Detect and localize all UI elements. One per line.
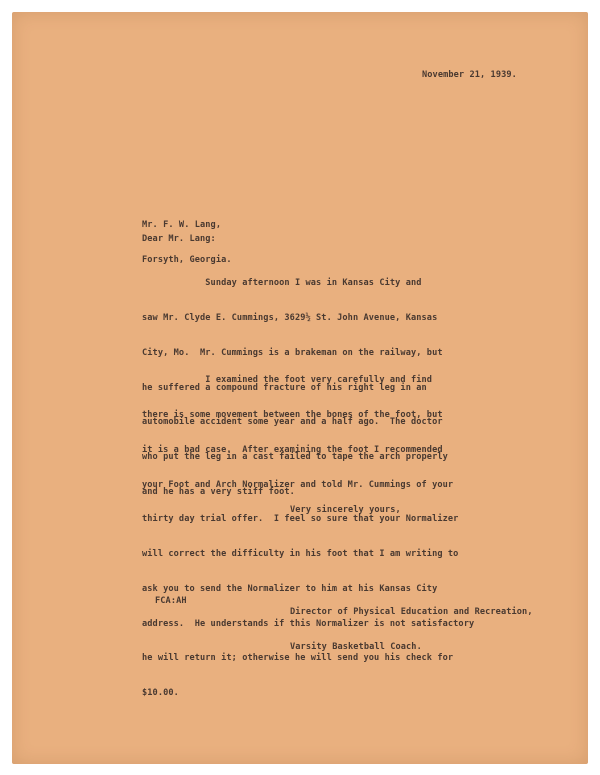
paragraph-line: ask you to send the Normalizer to him at his Kansas City xyxy=(142,583,438,594)
paragraph-line: automobile accident some year and a half ago. The doctor xyxy=(142,417,443,428)
paragraph-line: $10.00. xyxy=(142,688,179,699)
paragraph-line: it is a bad case. After examining the foot I recommended xyxy=(142,444,443,455)
signature-title-1: Director of Physical Education and Recreation, xyxy=(290,607,533,618)
paragraph-line: there is some movement between the bones of the foot, but xyxy=(142,409,443,420)
signature-block xyxy=(290,584,533,677)
complimentary-close: Very sincerely yours, xyxy=(290,505,401,515)
recipient-name: Mr. F. W. Lang, xyxy=(142,220,222,231)
letter-date: November 21, 1939. xyxy=(422,70,517,80)
paragraph-line: saw Mr. Clyde E. Cummings, 3629½ St. John Avenue, Kansas xyxy=(142,312,438,323)
paragraph-line: City, Mo. Mr. Cummings is a brakeman on the railway, but xyxy=(142,347,443,358)
paragraph-line: he will return it; otherwise he will send you his check for xyxy=(142,653,454,664)
paragraph-line: thirty day trial offer. I feel so sure that your Normalizer xyxy=(142,514,459,525)
paragraph-line: address. He understands if this Normalizer is not satisfactory xyxy=(142,618,475,629)
paragraph-line: and he has a very stiff foot. xyxy=(142,486,295,497)
recipient-location: Forsyth, Georgia. xyxy=(142,254,232,265)
paragraph-line: your Foot and Arch Normalizer and told Mr. Cummings of your xyxy=(142,479,454,490)
paragraph-line: Sunday afternoon I was in Kansas City and xyxy=(142,278,422,289)
letter-page xyxy=(12,12,588,764)
paragraph-line: he suffered a compound fracture of his right leg in an xyxy=(142,382,427,393)
paragraph-line: I examined the foot very carefully and find xyxy=(142,375,433,386)
paragraph-line: who put the leg in a cast failed to tape the arch properly xyxy=(142,452,448,463)
typist-initials: FCA:AH xyxy=(155,596,187,606)
paragraph-line: will correct the difficulty in his foot that I am writing to xyxy=(142,549,459,560)
signature-title-2: Varsity Basketball Coach. xyxy=(290,641,422,652)
salutation: Dear Mr. Lang: xyxy=(142,234,216,244)
